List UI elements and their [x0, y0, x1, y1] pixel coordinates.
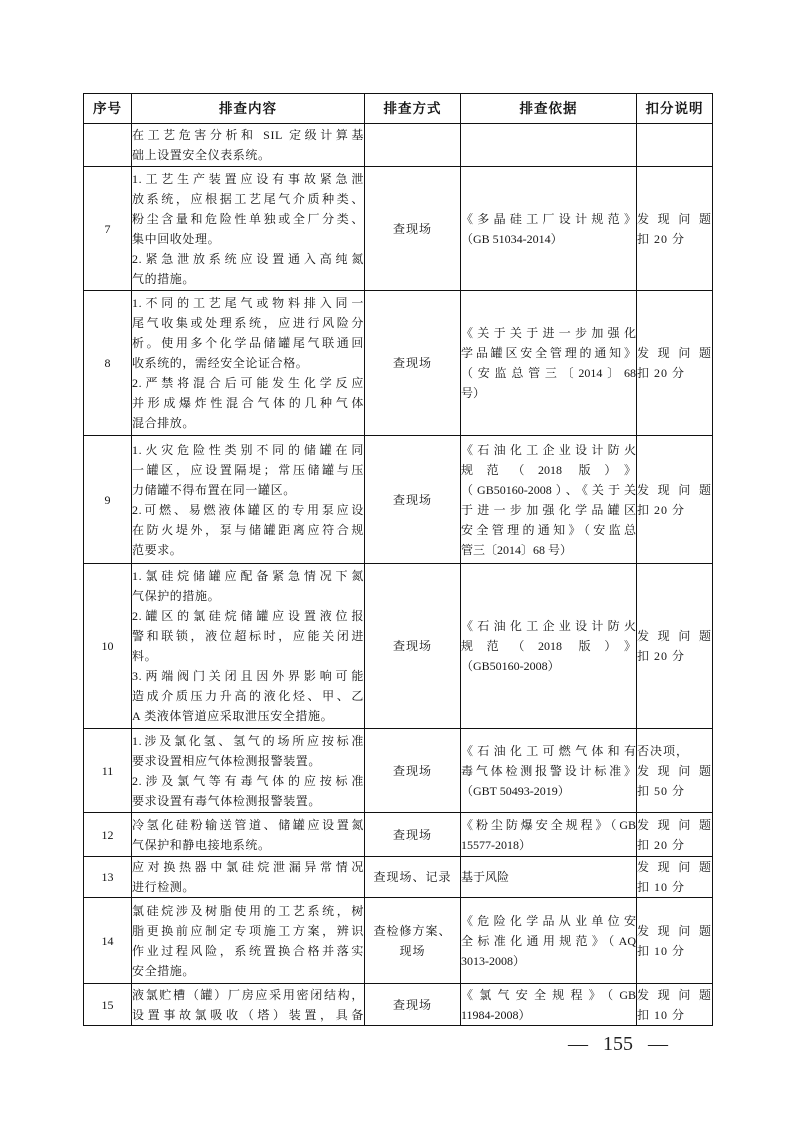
content-line: A 类液体管道应采取泄压安全措施。: [132, 709, 334, 723]
inspection-method: [365, 857, 461, 898]
method-line: 查现场: [392, 827, 432, 842]
inspection-basis: [461, 984, 637, 1026]
deduction-note: [637, 857, 713, 898]
row-number: 10: [84, 564, 132, 729]
deduction-line: 发现问题: [637, 987, 712, 1002]
deduction-note: [637, 436, 713, 564]
method-line: 查现场: [392, 221, 432, 236]
row-number: 13: [84, 857, 132, 898]
content-line: 冷氢化硅粉输送管道、储罐应设置氮: [132, 817, 364, 832]
basis-line: （安监总管三〔2014〕68: [461, 366, 636, 380]
content-line: 1.氯硅烷储罐应配备紧急情况下氮: [132, 569, 364, 583]
content-line: 混合排放。: [132, 416, 196, 430]
content-line: 气保护的措施。: [132, 589, 221, 603]
inspection-method: [365, 167, 461, 291]
basis-line: 规范（2018 版）》: [461, 462, 636, 477]
deduction-note: [637, 291, 713, 436]
deduction-line: 扣 20 分: [637, 502, 686, 517]
basis-line: 15577-2018）: [461, 837, 531, 852]
content-line: 3.两端阀门关闭且因外界影响可能: [132, 669, 364, 683]
row-number: 8: [84, 291, 132, 436]
row-number: 12: [84, 813, 132, 857]
basis-line: 学品罐区安全管理的通知》: [461, 346, 636, 360]
deduction-line: 发现问题: [637, 482, 712, 497]
content-line: 尾气收集或处理系统，应进行风险分: [132, 316, 364, 330]
basis-line: 3013-2008）: [461, 953, 525, 968]
content-line: 1.火灾危险性类别不同的储罐在同: [132, 442, 364, 457]
content-line: 作业过程风险，系统置换合格并落实: [132, 943, 364, 958]
content-line: 放系统，应根据工艺尾气介质种类、: [132, 191, 364, 206]
table-row: [84, 124, 713, 167]
inspection-method: [365, 729, 461, 813]
basis-line: 《粉尘防爆安全规程》（GB: [461, 817, 636, 832]
table-row: [84, 436, 713, 564]
row-number: [84, 124, 132, 167]
basis-line: 《多晶硅工厂设计规范》: [461, 211, 636, 226]
content-line: 收系统的，需经安全论证合格。: [132, 356, 309, 370]
basis-line: 于进一步加强化学品罐区: [461, 502, 636, 517]
table-row: [84, 729, 713, 813]
method-line: 查检修方案、: [373, 923, 452, 938]
table-row: [84, 291, 713, 436]
basis-line: （GBT 50493-2019）: [461, 783, 570, 798]
deduction-line: 扣 50 分: [637, 783, 686, 798]
table-row: [84, 813, 713, 857]
inspection-method: [365, 436, 461, 564]
content-line: 设置事故氯吸收（塔）装置，具备: [132, 1007, 364, 1022]
basis-line: 《氯气安全规程》（GB: [461, 987, 636, 1002]
page-number: — 155 —: [568, 1033, 668, 1055]
content-line: 1.工艺生产装置应设有事故紧急泄: [132, 171, 364, 186]
inspection-basis: [461, 436, 637, 564]
header-deduction: 扣分说明: [637, 94, 713, 124]
basis-line: 规范（2018 版）》: [461, 639, 636, 653]
basis-line: （GB50160-2008）: [461, 659, 560, 673]
method-line: 查现场: [392, 763, 432, 778]
basis-line: （GB 51034-2014）: [461, 231, 563, 246]
content-line: 1.不同的工艺尾气或物料排入同一: [132, 296, 364, 310]
content-line: 范要求。: [132, 542, 183, 557]
deduction-line: 扣 20 分: [637, 231, 686, 246]
inspection-content: [132, 124, 365, 167]
table-header-row: [84, 94, 713, 124]
deduction-note: [637, 813, 713, 857]
deduction-note: [637, 124, 713, 167]
row-number: 14: [84, 898, 132, 984]
basis-line: 《石油化工可燃气体和有: [461, 743, 636, 758]
inspection-method: [365, 291, 461, 436]
row-number: 9: [84, 436, 132, 564]
deduction-line: 扣 10 分: [637, 880, 686, 894]
inspection-basis: [461, 167, 637, 291]
inspection-method: [365, 813, 461, 857]
deduction-note: [637, 564, 713, 729]
table-row: [84, 984, 713, 1026]
inspection-basis: [461, 729, 637, 813]
basis-line: 《石油化工企业设计防火: [461, 442, 636, 457]
deduction-line: 扣 20 分: [637, 649, 686, 663]
basis-line: 全标准化通用规范》（AQ: [461, 933, 636, 948]
content-line: 液氯贮槽（罐）厂房应采用密闭结构，: [132, 987, 364, 1002]
basis-line: 《危险化学品从业单位安: [461, 913, 636, 928]
deduction-note: [637, 729, 713, 813]
row-number: 15: [84, 984, 132, 1026]
content-line: 要求设置有毒气体检测报警装置。: [132, 793, 322, 808]
deduction-line: 否决项，: [637, 743, 690, 758]
table-row: [84, 564, 713, 729]
header-method: 排查方式: [365, 94, 461, 124]
method-line: 查现场: [392, 997, 432, 1012]
content-line: 2.罐区的氯硅烷储罐应设置液位报: [132, 609, 364, 623]
table-row: [84, 857, 713, 898]
content-line: 氯硅烷涉及树脂使用的工艺系统，树: [132, 903, 364, 918]
inspection-table: [83, 93, 713, 1026]
table-row: [84, 898, 713, 984]
basis-line: 号）: [461, 386, 486, 400]
method-line: 现场: [399, 943, 426, 958]
content-line: 造成介质压力升高的液化烃、甲、乙: [132, 689, 364, 703]
basis-line: 安全管理的通知》（安监总: [461, 522, 636, 537]
content-line: 1.涉及氯化氢、氢气的场所应按标准: [132, 733, 364, 748]
header-basis: 排查依据: [461, 94, 637, 124]
content-line: 并形成爆炸性混合气体的几种气体: [132, 396, 364, 410]
deduction-line: 发现问题: [637, 346, 712, 360]
content-line: 要求设置相应气体检测报警装置。: [132, 753, 322, 768]
basis-line: 管三〔2014〕68 号）: [461, 542, 573, 557]
content-line: 警和联锁，液位超标时，应能关闭进: [132, 629, 364, 643]
deduction-line: 发现问题: [637, 860, 712, 874]
deduction-line: 发现问题: [637, 763, 712, 778]
inspection-basis: [461, 124, 637, 167]
inspection-content: [132, 291, 365, 436]
table-row: [84, 167, 713, 291]
content-line: 进行检测。: [132, 880, 196, 894]
deduction-line: 发现问题: [637, 923, 712, 938]
deduction-note: [637, 984, 713, 1026]
deduction-line: 发现问题: [637, 629, 712, 643]
inspection-content: [132, 857, 365, 898]
deduction-note: [637, 898, 713, 984]
deduction-line: 扣 20 分: [637, 837, 686, 852]
inspection-method: [365, 564, 461, 729]
deduction-line: 扣 10 分: [637, 1007, 686, 1022]
content-line: 气的措施。: [132, 271, 196, 286]
deduction-line: 发现问题: [637, 817, 712, 832]
content-line: 粉尘含量和危险性单独或全厂分类、: [132, 211, 364, 226]
deduction-line: 扣 10 分: [637, 943, 686, 958]
inspection-method: [365, 898, 461, 984]
basis-line: 毒气体检测报警设计标准》: [461, 763, 636, 778]
basis-line: 11984-2008）: [461, 1007, 531, 1022]
header-content: 排查内容: [132, 94, 365, 124]
content-line: 气保护和静电接地系统。: [132, 837, 271, 852]
inspection-method: [365, 984, 461, 1026]
deduction-line: 发现问题: [637, 211, 712, 226]
inspection-content: [132, 898, 365, 984]
inspection-basis: [461, 898, 637, 984]
row-number: 7: [84, 167, 132, 291]
content-line: 一罐区，应设置隔堤；常压储罐与压: [132, 462, 364, 477]
basis-line: 《关于关于进一步加强化: [461, 326, 636, 340]
content-line: 安全措施。: [132, 963, 196, 978]
header-no: 序号: [84, 94, 132, 124]
content-line: 2.紧急泄放系统应设置通入高纯氮: [132, 251, 364, 266]
method-line: 查现场: [392, 492, 432, 507]
content-line: 集中回收处理。: [132, 231, 221, 246]
inspection-content: [132, 729, 365, 813]
content-line: 2.可燃、易燃液体罐区的专用泵应设: [132, 502, 364, 517]
content-line: 础上设置安全仪表系统。: [132, 148, 271, 162]
content-line: 析。使用多个化学品储罐尾气联通回: [132, 336, 364, 350]
inspection-method: [365, 124, 461, 167]
method-line: 查现场: [392, 639, 432, 653]
content-line: 2.涉及氯气等有毒气体的应按标准: [132, 773, 364, 788]
inspection-content: [132, 564, 365, 729]
content-line: 脂更换前应制定专项施工方案，辨识: [132, 923, 364, 938]
content-line: 力储罐不得布置在同一罐区。: [132, 482, 296, 497]
deduction-line: 扣 20 分: [637, 366, 686, 380]
inspection-content: [132, 436, 365, 564]
inspection-basis: [461, 857, 637, 898]
basis-line: 基于风险: [461, 870, 510, 884]
content-line: 料。: [132, 649, 158, 663]
inspection-basis: [461, 564, 637, 729]
content-line: 2.严禁将混合后可能发生化学反应: [132, 376, 364, 390]
inspection-content: [132, 167, 365, 291]
method-line: 查现场: [392, 356, 432, 370]
basis-line: 《石油化工企业设计防火: [461, 619, 636, 633]
content-line: 应对换热器中氯硅烷泄漏异常情况: [132, 860, 364, 874]
content-line: 在工艺危害分析和 SIL 定级计算基: [132, 128, 364, 142]
inspection-content: [132, 813, 365, 857]
basis-line: （GB50160-2008）、《关于关: [461, 482, 636, 497]
inspection-content: [132, 984, 365, 1026]
deduction-note: [637, 167, 713, 291]
content-line: 在防火堤外，泵与储罐距离应符合规: [132, 522, 364, 537]
inspection-basis: [461, 813, 637, 857]
method-line: 查现场、记录: [373, 870, 452, 884]
row-number: 11: [84, 729, 132, 813]
inspection-basis: [461, 291, 637, 436]
